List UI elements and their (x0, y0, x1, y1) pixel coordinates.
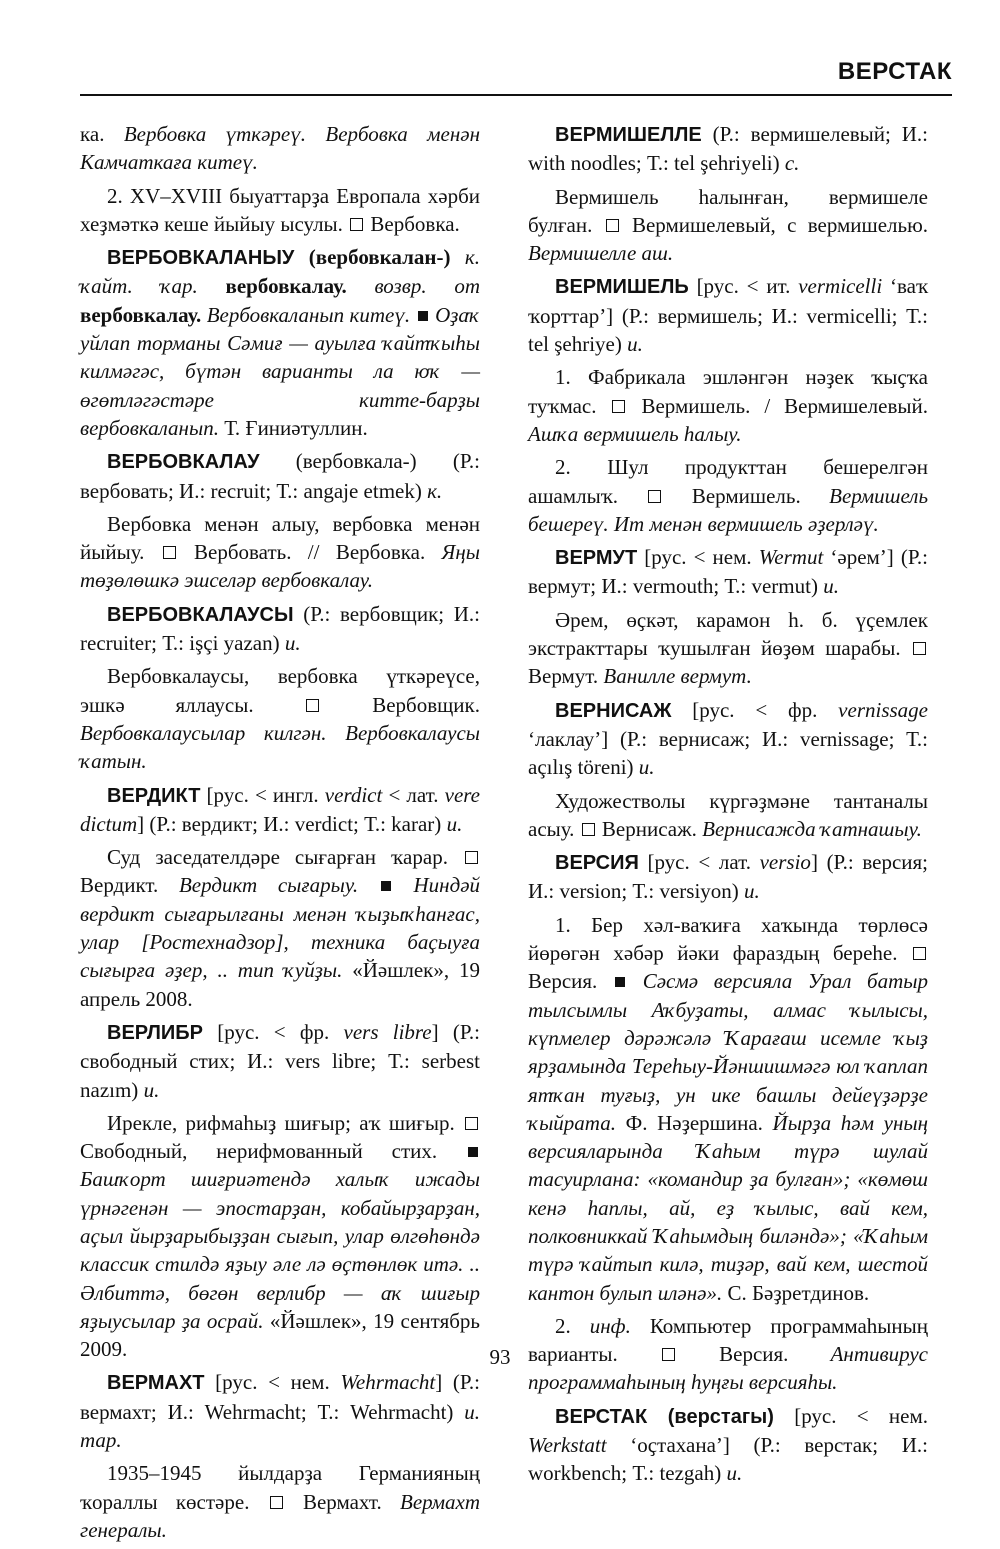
entry-verbovkalau: ВЕРБОВКАЛАУ (вербовкала-) (Р.: вербовать; И.: recruit; Т.: angaje etmek) к. (80, 449, 480, 503)
entry-sense: 1. Бер хәл-ваҡиға хаҡында төрлөсә йөрөгән хәбәр йәки фараздың береһе. Версия. Сәсмә версияла Урал батыр тылсымлы Аҡбуҙаты, алмас ҡылысы, күпмелер дәрәжәлә Ҡарағаш исемле ҡыҙ ярҙамында Тереһыу-Йәншишмәгә юл ҡаплап ятҡан туғыҙ, ун ике башлы дейеүҙәрҙе ҡыйрата. Ф. Нәҙершина. Йырҙа һәм уның версияларында Ҡаһым түрә шулай тасуирлана: «командир ҙа булған»; «көмөш кенә һаплы, ай, еҙ ҡылыс, вай кем, полковниккай Ҡаһымдың биләндә»; «Ҡаһым түрә ҡайтып килә, тиҙәр, вай кем, шестой кантон булып иләнә». С. Бәҙретдинов. (528, 912, 929, 1305)
entry-vermishel: ВЕРМИШЕЛЬ [рус. < ит. vermicelli ‘ваҡ ҡорттар’] (Р.: вермишель; И.: vermicelli; Т.: tel şehriye) и. (528, 274, 928, 357)
entry-definition: Әрем, өҫкәт, карамон һ. б. үҫемлек экстракттары ҡушылған йөҙөм шарабы. Вермут. Ваниллe вермут. (528, 607, 928, 689)
entry-verlibr: ВЕРЛИБР [рус. < фр. vers libre] (Р.: свободный стих; И.: vers libre; Т.: serbest nazım) и. (80, 1019, 480, 1102)
russian-equivalent-marker-icon (306, 699, 319, 712)
russian-equivalent-marker-icon (606, 219, 619, 232)
entry-sense: 2. инф. Компьютер программаһының варианты. Версия. Антивирус программаһының һуңғы версияһы. (528, 1313, 929, 1395)
russian-equivalent-marker-icon (163, 546, 176, 559)
russian-equivalent-marker-icon (612, 400, 625, 413)
russian-equivalent-marker-icon (465, 1117, 478, 1130)
headword: ВЕРМУТ (555, 547, 638, 570)
headword: ВЕРБОВКАЛАУ (107, 451, 260, 474)
entry-vernisazh: ВЕРНИСАЖ [рус. < фр. vernissage ‘лаклау’] (Р.: вернисаж; И.: vernissage; Т.: açılış töreni) и. (528, 697, 928, 780)
russian-equivalent-marker-icon (913, 947, 926, 960)
headword: ВЕРСТАК (верстагы) (555, 1405, 774, 1428)
headword: ВЕРЛИБР (107, 1021, 203, 1044)
entry-definition: Вербовка менән алыу, вербовка менән йыйыу. Вербовать. // Вербовка. Яңы төҙөлөшкә эшселәр вербовкалау. (80, 511, 480, 593)
entry-verdikt: ВЕРДИКТ [рус. < ингл. verdict < лат. vere dictum] (Р.: вердикт; И.: verdict; Т.: karar) и. (80, 782, 480, 836)
entry-definition: Вербовкалаусы, вербовка үткәреүсе, эшкә яллаусы. Вербовщик. Вербовкалаусылар килгән. Вербовкалаусы ҡатын. (80, 664, 480, 774)
entry-verstak: ВЕРСТАК (верстагы) [рус. < нем. Werkstatt ‘оҫтахана’] (Р.: верстак; И.: workbench; Т.: tezgah) и. (528, 1403, 928, 1486)
russian-equivalent-marker-icon (913, 642, 926, 655)
entry-definition: Вермишель һалынған, вермишеле булған. Вермишелевый, с вермишелью. Вермишелле аш. (528, 184, 929, 266)
entry-sense: 2. Шул продукттан бешерелгән ашамлыҡ. Вермишель. Вермишель бешереү. Ит менән вермишель әҙерләү. (528, 455, 929, 536)
headword: ВЕРБОВКАЛАНЫУ (107, 247, 295, 270)
headword: ВЕРМИШЕЛЛЕ (555, 124, 702, 146)
page-number: 93 (489, 1345, 511, 1369)
headword: ВЕРСИЯ (555, 852, 639, 875)
entry-definition: Иреклe, рифмаһыҙ шиғыр; аҡ шиғыр. Свободный, нерифмованный стих. Башҡорт шиғриәтендә халыҡ ижады үрнәгенән — эпостарҙан, кобайырҙарҙан, аҫыл йырҙарыбыҙҙан сығып, улар өлгөһөндә классик стилдә яҙыу әле лә өҫтөнлөк итә. .. Әлбиттә, бөгөн верлибр — аҡ шиғыр яҙыусылар ҙа осрай. «Йәшлек», 19 сентябрь 2009. (80, 1110, 480, 1362)
headword: ВЕРНИСАЖ (555, 699, 672, 722)
right-column (528, 120, 928, 1493)
entry-definition: Суд заседателдәре сығарған ҡарар. Вердикт. Вердикт сығарыу. Ниндәй вердикт сығарылғаны менән ҡыҙыҡһанғас, улар [Ростехнадзор], техника баҫыуға сығырға әҙер, .. тип ҡуйҙы. «Йәшлек», 19 апрель 2008. (80, 845, 481, 1011)
russian-equivalent-marker-icon (270, 1496, 283, 1509)
headword: ВЕРМАХТ (107, 1372, 205, 1395)
russian-equivalent-marker-icon (465, 851, 478, 864)
entry-versiya: ВЕРСИЯ [рус. < лат. versio] (Р.: версия; И.: version; Т.: versiyon) и. (528, 850, 928, 904)
headword: ВЕРМИШЕЛЬ (555, 276, 689, 299)
entry-definition: Художестволы күргәҙмәне тантаналы асыу. Вернисаж. Вернисажда ҡатнашыу. (528, 788, 928, 841)
running-header-title: ВЕРСТАК (837, 58, 952, 85)
left-column (80, 120, 480, 1549)
russian-equivalent-marker-icon (350, 218, 363, 231)
russian-equivalent-marker-icon (648, 490, 661, 503)
entry-vermishelle: ВЕРМИШЕЛЛЕ (Р.: вермишелевый; И.: with noodles; Т.: tel şehriyeli) с. (528, 122, 928, 176)
entry-verbovkalausy: ВЕРБОВКАЛАУСЫ (Р.: вербовщик; И.: recruiter; Т.: işçi yazan) и. (80, 601, 480, 656)
russian-equivalent-marker-icon (582, 823, 595, 836)
entry-continuation: ка. Вербовка үткәреү. Вербовка менән Камчаткаға китеү. (80, 122, 480, 175)
entry-vermut: ВЕРМУТ [рус. < нем. Wermut ‘әрем’] (Р.: вермут; И.: vermouth; Т.: vermut) и. (528, 545, 928, 599)
example-marker-icon (418, 311, 428, 321)
example-marker-icon (381, 881, 391, 891)
example-marker-icon (468, 1147, 478, 1157)
entry-sense: 1. Фабрикала эшләнгән нәҙек ҡыҫҡа туҡмас. Вермишель. / Вермишелевый. Ашҡа вермишель һалыу. (528, 365, 928, 446)
entry-verbovkalanyu: ВЕРБОВКАЛАНЫУ (вербовкалан-) к. ҡайт. ҡар. вербовкалау. возвр. от вербовкалау. Вербовкаланып китеү. Оҙаҡ уйлап торманы Сәмиғ — ауылға ҡайтҡыһы килмәгәс, бүтән варианты ла юҡ — өгөтләгәстәре китте-барҙы вербовкаланып. Т. Ғиниәтуллин. (80, 245, 480, 440)
headword: ВЕРБОВКАЛАУСЫ (107, 603, 294, 626)
entry-definition: 1935–1945 йылдарҙа Германияның ҡораллы көстәре. Вермахт. Вермахт генералы. (80, 1461, 480, 1542)
header-rule (80, 94, 952, 96)
headword: ВЕРДИКТ (107, 784, 201, 807)
entry-vermakht: ВЕРМАХТ [рус. < нем. Wehrmacht] (Р.: вермахт; И.: Wehrmacht; Т.: Wehrmacht) и. тар. (80, 1370, 481, 1453)
entry-sense: 2. XV–XVIII быуаттарҙа Европала хәрби хеҙмәткә кеше йыйыу ысулы. Вербовка. (80, 183, 480, 236)
example-marker-icon (615, 977, 625, 987)
running-header (80, 58, 952, 96)
